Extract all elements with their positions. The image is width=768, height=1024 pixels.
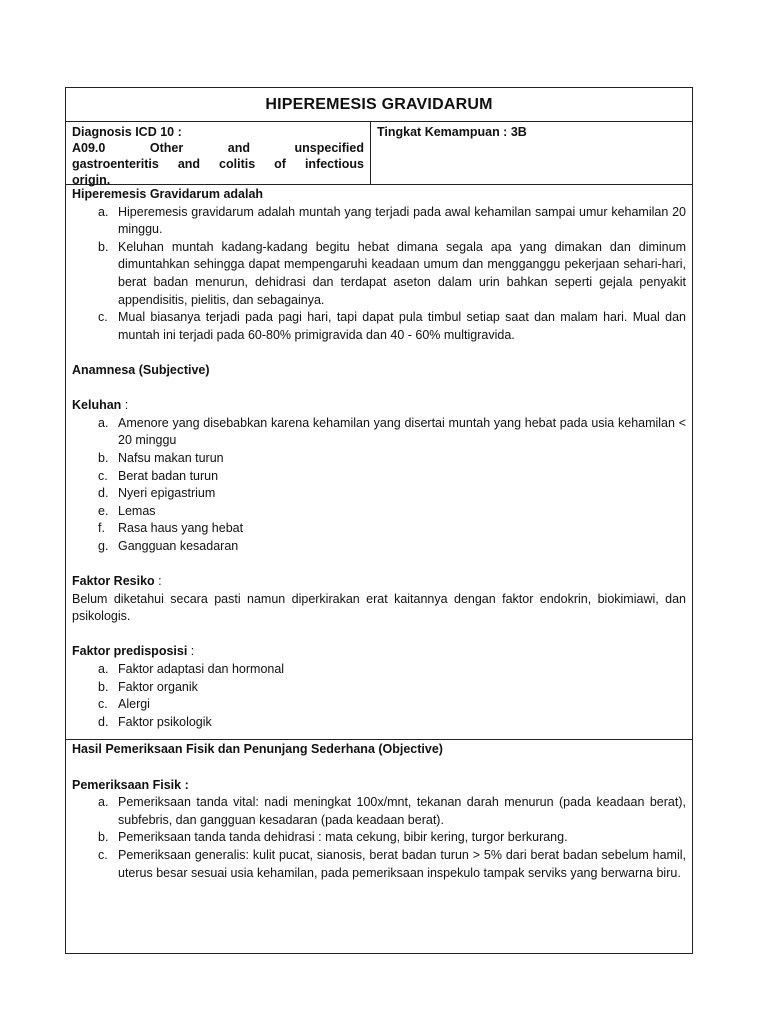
objective-section: [66, 740, 692, 882]
icd-line-2: gastroenteritis and colitis of infectious: [72, 157, 364, 171]
list-item: g. Gangguan kesadaran: [98, 538, 239, 553]
keluhan-heading: Keluhan :: [72, 398, 129, 413]
list-item: c. Alergi: [98, 697, 150, 712]
list-item: a. Hiperemesis gravidarum adalah muntah yang terjadi pada awal kehamilan sampai umur kehamilan 20 minggu.: [98, 204, 686, 237]
keluhan-list: [72, 415, 686, 556]
icd-row: [66, 122, 692, 185]
anamnesa-heading: Anamnesa (Subjective): [72, 362, 210, 377]
definition-heading: Hiperemesis Gravidarum adalah: [72, 187, 264, 201]
faktor-resiko-text: Belum diketahui secara pasti namun diperkirakan erat kaitannya dengan faktor endokrin, biokimiawi, dan psikologis.: [72, 591, 686, 624]
list-item: a. Faktor adaptasi dan hormonal: [98, 662, 285, 677]
pemeriksaan-fisik-list: [72, 794, 686, 882]
faktor-predisposisi-heading: Faktor predisposisi :: [72, 644, 195, 659]
predisposisi-list: [72, 661, 686, 731]
document-table: [65, 87, 693, 954]
subjective-section: [66, 185, 692, 740]
list-item: f. Rasa haus yang hebat: [98, 521, 244, 536]
list-item: a. Pemeriksaan tanda vital: nadi meningkat 100x/mnt, tekanan darah menurun (pada keadaan berat), subfebris, dan gangguan kesadaran (pada keadaan berat).: [98, 795, 686, 827]
pemeriksaan-fisik-heading: Pemeriksaan Fisik :: [72, 777, 189, 792]
list-item: b. Nafsu makan turun: [98, 450, 224, 465]
competency-level-cell: Tingkat Kemampuan : 3B: [377, 125, 527, 139]
list-item: d. Faktor psikologik: [98, 714, 212, 729]
list-item: c. Berat badan turun: [98, 468, 219, 483]
list-item: b. Faktor organik: [98, 679, 198, 694]
objective-heading: Hasil Pemeriksaan Fisik dan Penunjang Sederhana (Objective): [72, 742, 443, 757]
list-item: a. Amenore yang disebabkan karena kehamilan yang disertai muntah yang hebat pada usia kehamilan < 20 minggu: [98, 415, 686, 448]
list-item: d. Nyeri epigastrium: [98, 486, 216, 501]
icd-diagnosis-cell: [66, 122, 371, 187]
definition-list: [72, 204, 686, 345]
list-item: e. Lemas: [98, 503, 156, 518]
list-item: c. Mual biasanya terjadi pada pagi hari, tapi dapat pula timbul setiap saat dan malam hari. Mual dan muntah ini terjadi pada 60-80% primigravida dan 40 - 60% multigravida.: [98, 310, 686, 342]
icd-label: Diagnosis ICD 10 :: [72, 125, 182, 139]
list-item: b. Pemeriksaan tanda tanda dehidrasi : mata cekung, bibir kering, turgor berkurang.: [98, 830, 568, 845]
document-title: HIPEREMESIS GRAVIDARUM: [66, 88, 692, 122]
icd-line-1: A09.0 Other and unspecified: [72, 141, 364, 155]
list-item: b. Keluhan muntah kadang-kadang begitu hebat dimana segala apa yang dimakan dan diminum dimuntahkan sehingga dapat mempengaruhi keadaan umum dan mengganggu pekerjaan sehari-hari, berat badan menurun, dehidrasi dan terdapat aseton dalam urin bahkan seperti gejala penyakit appendisitis, pielitis, dan sebagainya.: [98, 239, 686, 307]
icd-line-3: origin.: [72, 173, 111, 187]
list-item: c. Pemeriksaan generalis: kulit pucat, sianosis, berat badan turun > 5% dari berat badan sebelum hamil, uterus besar sesuai usia kehamilan, pada pemeriksaan inspekulo tampak serviks yang berwarna biru.: [98, 847, 686, 880]
faktor-resiko-heading: Faktor Resiko :: [72, 574, 162, 589]
